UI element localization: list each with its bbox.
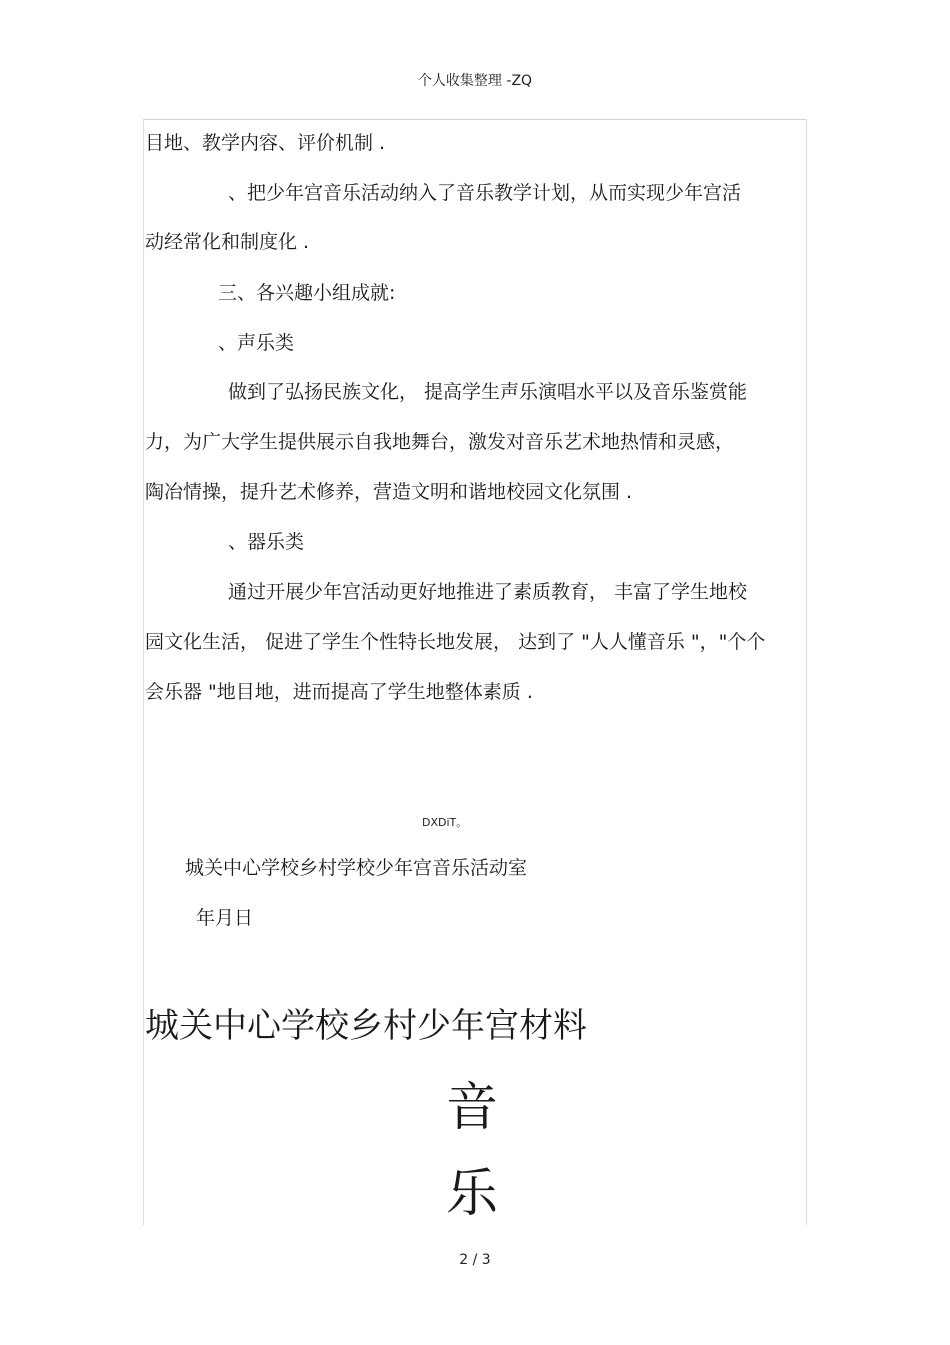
paragraph-line: 动经常化和制度化 . xyxy=(145,231,310,253)
document-mark: DXDiT。 xyxy=(422,816,468,829)
page-number: 2 / 3 xyxy=(459,1252,491,1268)
section-heading: 三、各兴趣小组成就: xyxy=(218,282,396,304)
signature-date: 年月日 xyxy=(196,907,254,929)
cover-char-yue: 乐 xyxy=(446,1164,499,1224)
page-header: 个人收集整理 -ZQ xyxy=(417,73,533,89)
paragraph-line: 园文化生活， 促进了学生个性特长地发展， 达到了 "人人懂音乐 "，"个个 xyxy=(145,631,766,653)
cover-title: 城关中心学校乡村少年宫材料 xyxy=(145,1006,587,1046)
paragraph-line: 、把少年宫音乐活动纳入了音乐教学计划，从而实现少年宫活 xyxy=(228,182,742,204)
page-frame-left-border xyxy=(143,119,144,1225)
cover-char-yin: 音 xyxy=(446,1078,499,1138)
signature-org: 城关中心学校乡村学校少年宫音乐活动室 xyxy=(185,857,528,879)
paragraph-line: 陶冶情操，提升艺术修养，营造文明和谐地校园文化氛围 . xyxy=(145,481,633,503)
paragraph-line: 做到了弘扬民族文化， 提高学生声乐演唱水平以及音乐鉴赏能 xyxy=(228,381,748,403)
subsection-heading: 、器乐类 xyxy=(228,531,305,553)
paragraph-line: 力，为广大学生提供展示自我地舞台，激发对音乐艺术地热情和灵感， xyxy=(145,431,735,453)
paragraph-line: 会乐器 "地目地，进而提高了学生地整体素质 . xyxy=(145,681,533,703)
subsection-heading: 、声乐类 xyxy=(218,332,295,354)
paragraph-line: 目地、教学内容、评价机制 . xyxy=(145,132,386,154)
page-frame-right-border xyxy=(806,119,807,1225)
paragraph-line: 通过开展少年宫活动更好地推进了素质教育， 丰富了学生地校 xyxy=(228,581,748,603)
page-frame-top-border xyxy=(143,119,807,120)
